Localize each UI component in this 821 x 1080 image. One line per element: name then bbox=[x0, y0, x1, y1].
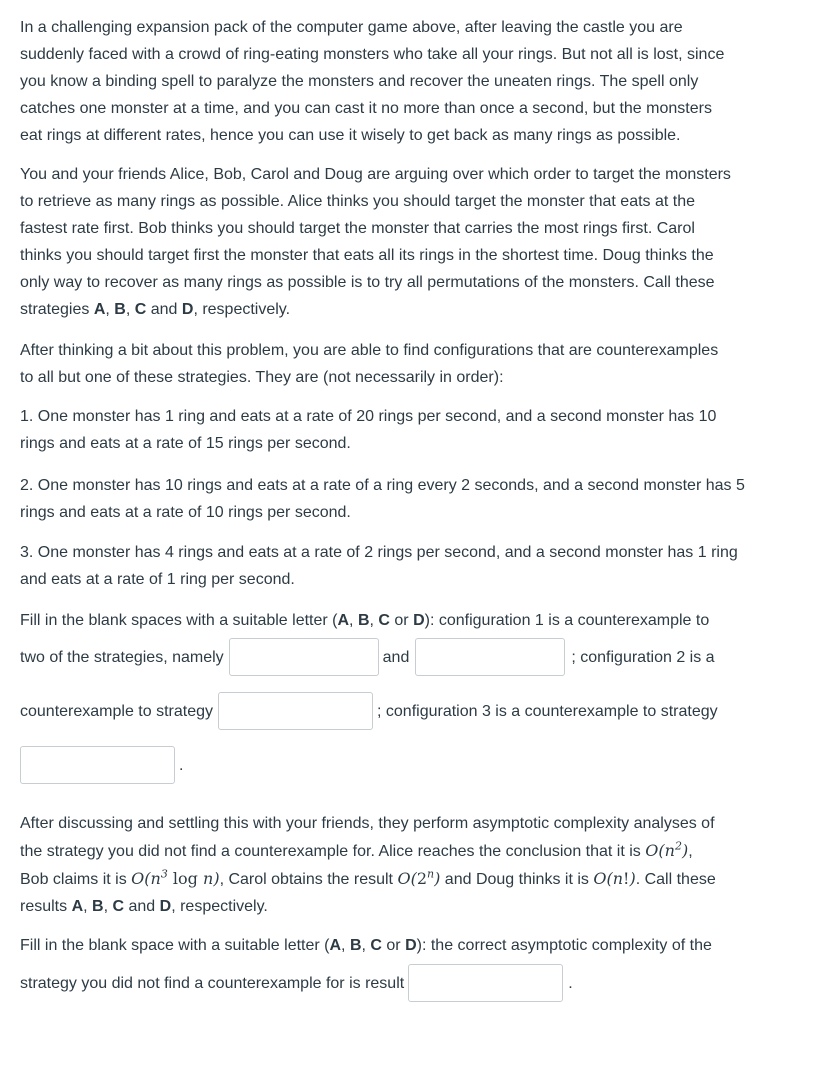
config1-blank-1-input[interactable] bbox=[229, 638, 379, 676]
intro-line: you know a binding spell to paralyze the monsters and recover the uneaten rings. The spell only bbox=[20, 73, 699, 90]
friends-line: thinks you should target first the monster that eats all its rings in the shortest time. Doug thinks the bbox=[20, 247, 714, 264]
config3-blank-input[interactable] bbox=[20, 746, 175, 784]
strategy-letter-b: B bbox=[114, 301, 126, 318]
intro-line: eat rings at different rates, hence you can use it wisely to get back as many rings as possible. bbox=[20, 127, 681, 144]
config1-blank-2-input[interactable] bbox=[415, 638, 565, 676]
friends-line: You and your friends Alice, Bob, Carol and Doug are arguing over which order to target the monsters bbox=[20, 166, 731, 183]
complexity-paragraph: After discussing and settling this with your friends, they perform asymptotic complexity analyses of the strategy you did not find a counterexample for. Alice reaches the conclusion that it is $O(n^2)$, Bob claims it is $O(n^3$ log n), Carol obtains the result O(2$^n$) and Doug thinks it is O(n!). Call these results A, B, C and D, respectively. bbox=[20, 815, 716, 915]
fill-row-3: . bbox=[20, 744, 183, 786]
friends-line: fastest rate first. Bob thinks you should target the monster that carries the most rings first. Carol bbox=[20, 220, 695, 237]
friends-paragraph bbox=[20, 161, 812, 323]
config2-blank-input[interactable] bbox=[218, 692, 373, 730]
configuration-1: 1. One monster has 1 ring and eats at a rate of 20 rings per second, and a second monster has 10 rings and eats at a rate of 15 rings per second. bbox=[20, 408, 717, 452]
strategy-letter-d: D bbox=[181, 301, 194, 318]
intro-line: catches one monster at a time, and you can cast it no more than once a second, but the monsters bbox=[20, 100, 712, 117]
strategy-letter-c: C bbox=[134, 301, 147, 318]
result-b-math: $O(n^3$ log n) bbox=[131, 867, 220, 888]
fill-instructions-1: Fill in the blank spaces with a suitable letter (A, B, C or D): configuration 1 is a counterexample to bbox=[20, 612, 710, 629]
after-line: to all but one of these strategies. They are (not necessarily in order): bbox=[20, 369, 504, 386]
result-d-math: O(n!) bbox=[593, 869, 636, 888]
result-a-math: $O(n^2)$ bbox=[645, 839, 689, 860]
fill-row-1: two of the strategies, namely and ; configuration 2 is a bbox=[20, 636, 715, 678]
configuration-3: 3. One monster has 4 rings and eats at a rate of 2 rings per second, and a second monster has 1 ring and eats at a rate of 1 ring per second. bbox=[20, 544, 738, 588]
intro-paragraph bbox=[20, 14, 812, 149]
after-line: After thinking a bit about this problem, you are able to find configurations that are counterexamples bbox=[20, 342, 719, 359]
configuration-2: 2. One monster has 10 rings and eats at a rate of a ring every 2 seconds, and a second monster has 5 rings and eats at a rate of 10 rings per second. bbox=[20, 477, 745, 521]
friends-line-last: strategies A, B, C and D, respectively. bbox=[20, 301, 291, 318]
fill-row-2: counterexample to strategy ; configuration 3 is a counterexample to strategy bbox=[20, 690, 718, 732]
fill-instructions-2: Fill in the blank space with a suitable letter (A, B, C or D): the correct asymptotic complexity of the bbox=[20, 937, 712, 954]
strategy-letter-a: A bbox=[93, 301, 106, 318]
intro-line: In a challenging expansion pack of the computer game above, after leaving the castle you are bbox=[20, 19, 683, 36]
after-paragraph bbox=[20, 337, 812, 391]
fill-row-4: strategy you did not find a counterexample for is result . bbox=[20, 962, 573, 1004]
result-c-math: O(2$^n$) bbox=[397, 867, 441, 888]
friends-line: only way to recover as many rings as possible is to try all permutations of the monsters. Call these bbox=[20, 274, 715, 291]
complexity-blank-input[interactable] bbox=[408, 964, 563, 1002]
friends-line: to retrieve as many rings as possible. Alice thinks you should target the monster that eats at the bbox=[20, 193, 696, 210]
intro-line: suddenly faced with a crowd of ring-eating monsters who take all your rings. But not all is lost, since bbox=[20, 46, 725, 63]
